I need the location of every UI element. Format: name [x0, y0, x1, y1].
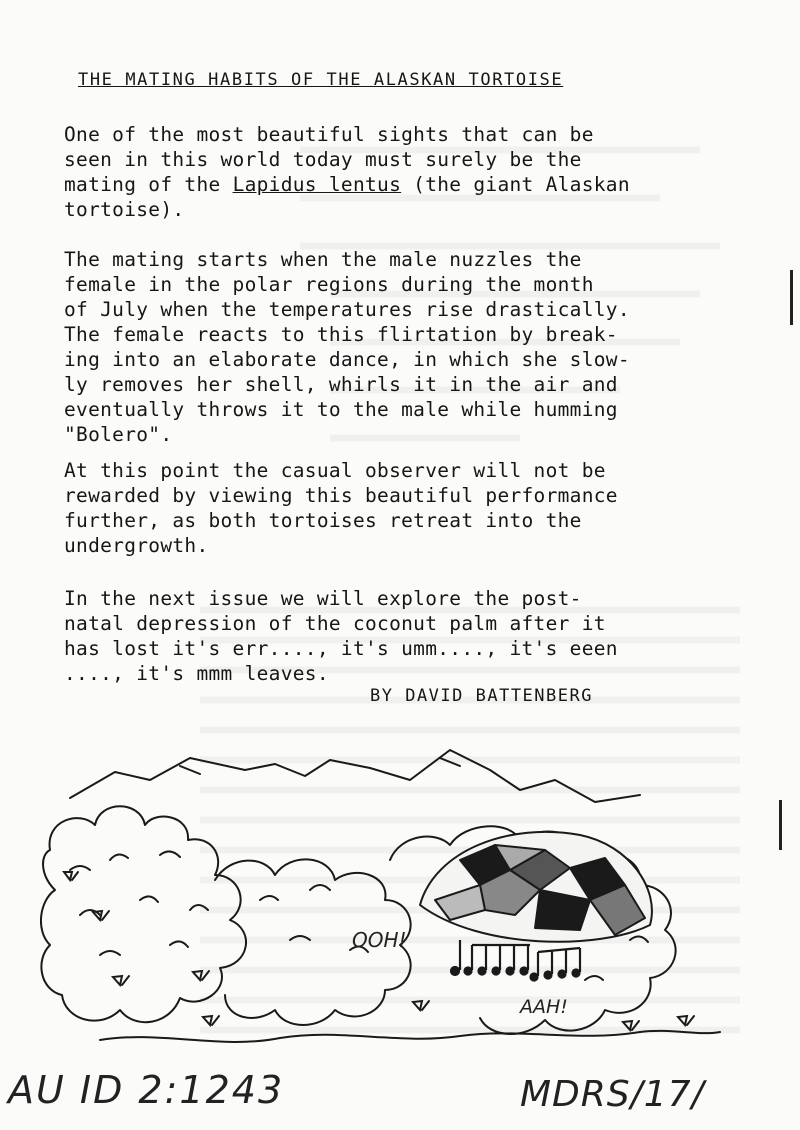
mountain-range [70, 750, 640, 802]
text-line: ing into an elaborate dance, in which she slow- [64, 348, 630, 371]
margin-mark [779, 800, 782, 850]
leaf [113, 976, 129, 985]
leaf [64, 872, 78, 880]
text-line: At this point the casual observer will not be [64, 459, 606, 482]
text-segment: mating of the [64, 173, 233, 196]
speech-aah: AAH! [520, 996, 568, 1018]
text-segment: (the giant Alaskan [401, 173, 630, 196]
text-line: ly removes her shell, whirls it in the air and [64, 373, 618, 396]
text-line: undergrowth. [64, 534, 209, 557]
leaf [93, 911, 109, 920]
byline: BY DAVID BATTENBERG [370, 686, 593, 706]
paragraph-intro [64, 122, 744, 222]
text-line: has lost it's err...., it's umm...., it's eeen [64, 637, 618, 660]
margin-mark [790, 270, 793, 325]
text-line: natal depression of the coconut palm after it [64, 612, 606, 635]
text-line: In the next issue we will explore the post- [64, 587, 582, 610]
text-line: female in the polar regions during the month [64, 273, 594, 296]
leaf [193, 971, 209, 980]
text-line: tortoise). [64, 198, 185, 221]
text-line: seen in this world today must surely be the [64, 148, 582, 171]
ground-line [100, 1031, 720, 1042]
text-line: of July when the temperatures rise drastically. [64, 298, 630, 321]
speech-ooh: OOH! [352, 928, 407, 952]
tortoise-shell [420, 832, 652, 942]
music-notes [451, 940, 580, 981]
leaf [203, 1016, 219, 1025]
paragraph-mating [64, 247, 744, 447]
paragraph-observer [64, 458, 744, 558]
leaf [623, 1021, 639, 1030]
text-line [64, 172, 744, 197]
text-line: further, as both tortoises retreat into the [64, 509, 582, 532]
paragraph-next-issue [64, 586, 744, 686]
species-name: Lapidus lentus [232, 173, 402, 196]
tortoise-undergrowth-illustration [40, 740, 730, 1070]
leaf [413, 1001, 429, 1010]
text-line: ...., it's mmm leaves. [64, 662, 329, 685]
bush-left [41, 806, 246, 1022]
text-line: The female reacts to this flirtation by break- [64, 323, 618, 346]
archive-reference-right: MDRS/17/ [520, 1074, 705, 1115]
text-line: eventually throws it to the male while humming [64, 398, 618, 421]
text-line: The mating starts when the male nuzzles the [64, 248, 582, 271]
text-line: "Bolero". [64, 423, 173, 446]
leaf [678, 1016, 694, 1025]
text-line: One of the most beautiful sights that can be [64, 123, 594, 146]
text-line: rewarded by viewing this beautiful performance [64, 484, 618, 507]
article-title: THE MATING HABITS OF THE ALASKAN TORTOISE [78, 70, 564, 90]
archive-reference-left: AU ID 2:1243 [8, 1068, 285, 1112]
